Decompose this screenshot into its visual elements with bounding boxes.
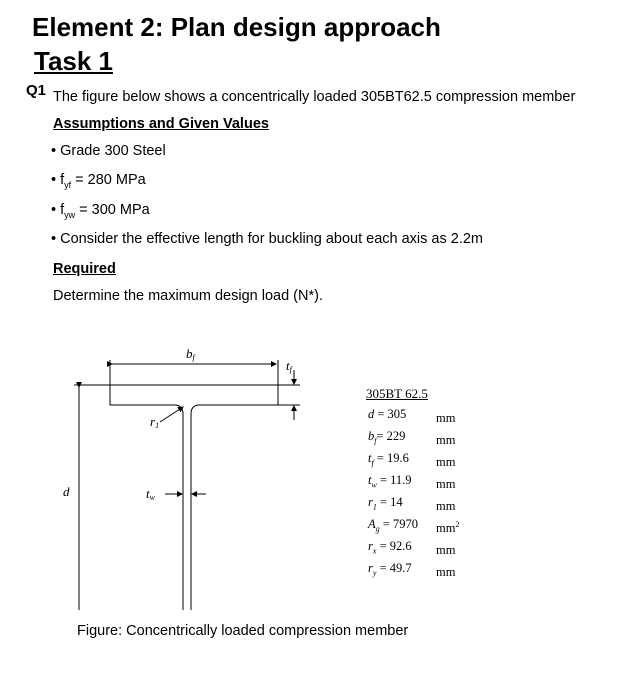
property-row — [368, 472, 459, 494]
property-value: = 19.6 — [373, 451, 409, 465]
fyw-subscript: yw — [64, 209, 76, 220]
property-unit-exponent: 2 — [455, 520, 460, 529]
property-unit: mm — [436, 543, 456, 558]
bullet-grade: • Grade 300 Steel — [51, 143, 166, 159]
property-symbol: t — [368, 451, 372, 465]
bullet-fyf: • $f_{yf} = 280$ MPa — [51, 172, 146, 190]
element-title: Element 2: Plan design approach — [32, 12, 441, 42]
property-value: = 14 — [376, 495, 403, 509]
tw-label: tw — [146, 486, 155, 502]
r1-label: r1 — [150, 414, 160, 430]
fyf-subscript: yf — [64, 179, 72, 190]
tf-label: tf — [286, 358, 292, 374]
fyw-value: = 300 MPa — [75, 202, 150, 218]
property-value: = 229 — [376, 429, 406, 443]
property-row — [368, 450, 459, 472]
property-value: = 305 — [374, 407, 407, 421]
property-value: = 7970 — [379, 517, 418, 531]
property-row — [368, 538, 459, 560]
property-symbol: r — [368, 539, 373, 553]
property-subscript: f — [371, 458, 374, 468]
required-text: Determine the maximum design load (N*). — [53, 288, 323, 304]
property-unit: mm — [436, 433, 456, 448]
bullet-fyw: • $f_{yw} = 300$ MPa — [51, 202, 150, 220]
property-subscript: x — [372, 546, 377, 556]
property-symbol: r — [368, 495, 373, 509]
required-heading: Required — [53, 261, 116, 277]
question-label: Q1 — [26, 82, 47, 99]
r1-leader — [160, 407, 183, 422]
property-unit: mm — [436, 455, 456, 470]
property-row — [368, 560, 459, 582]
effective-length-text: Consider the effective length for buckling about each axis as 2.2m — [60, 231, 484, 247]
bullet-grade-text: Grade 300 Steel — [60, 143, 166, 159]
property-subscript: f — [374, 436, 377, 446]
property-unit: mm — [436, 565, 456, 580]
property-row — [368, 494, 459, 516]
property-symbol: t — [368, 473, 372, 487]
bf-label: bf — [186, 346, 195, 362]
assumptions-heading: Assumptions and Given Values — [53, 116, 269, 132]
property-unit: mm — [436, 477, 456, 492]
property-subscript: 1 — [372, 502, 377, 512]
section-name: 305BT 62.5 — [366, 386, 428, 401]
property-row — [368, 406, 459, 428]
property-symbol: b — [368, 429, 375, 443]
property-value: = 92.6 — [376, 539, 412, 553]
section-properties — [368, 406, 459, 582]
property-unit: mm — [436, 411, 456, 426]
bullet-effective-length: • Consider the effective length for buckling about each axis as 2.2m — [51, 231, 484, 247]
tee-flange — [110, 385, 278, 610]
tee-section-figure — [0, 340, 632, 610]
property-row — [368, 428, 459, 450]
d-label: d — [63, 484, 70, 499]
property-row — [368, 516, 459, 538]
fyw-symbol: f — [60, 202, 65, 218]
property-value: = 49.7 — [376, 561, 412, 575]
property-subscript: y — [372, 568, 377, 578]
property-subscript: w — [371, 480, 377, 490]
task-title: Task 1 — [34, 46, 114, 76]
fyf-value: = 280 MPa — [71, 172, 146, 188]
property-symbol: A — [368, 517, 376, 531]
property-subscript: g — [375, 524, 380, 534]
question-intro: The figure below shows a concentrically loaded 305BT62.5 compression member — [53, 89, 576, 105]
property-value: = 11.9 — [376, 473, 412, 487]
figure-caption: Figure: Concentrically loaded compression member — [77, 623, 409, 639]
property-symbol: d — [368, 407, 375, 421]
property-symbol: r — [368, 561, 373, 575]
property-unit: mm — [436, 499, 456, 514]
fyf-symbol: f — [60, 172, 65, 188]
property-unit: mm — [436, 521, 456, 536]
